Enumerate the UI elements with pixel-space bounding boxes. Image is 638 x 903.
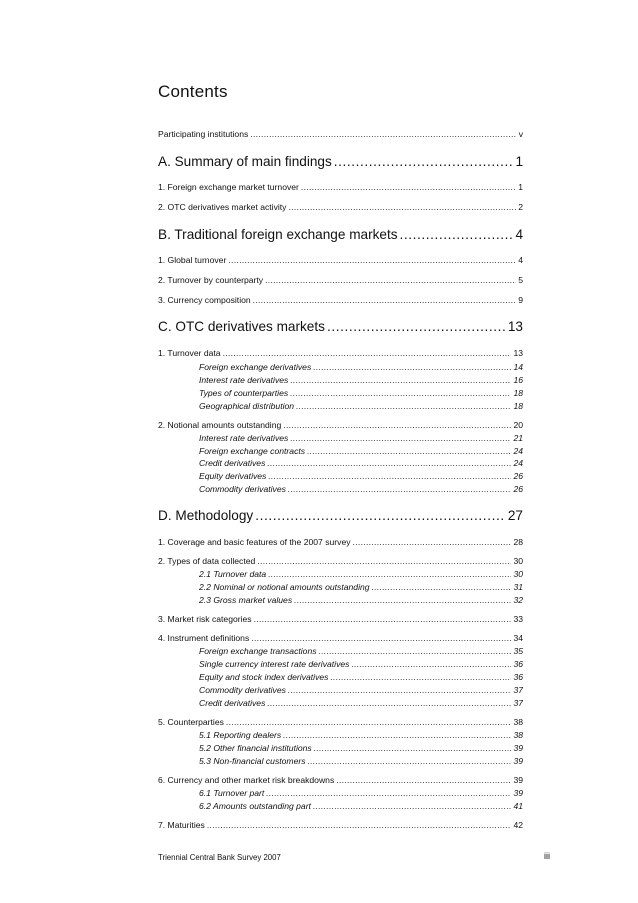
toc-subentry-label: Equity derivatives xyxy=(199,471,267,481)
footer-page-number: iii xyxy=(544,851,550,861)
toc-section-label: A. Summary of main findings xyxy=(158,154,332,169)
toc-subentry[interactable] xyxy=(199,730,523,741)
toc-subentry-label: Commodity derivatives xyxy=(199,484,286,494)
toc-section[interactable] xyxy=(158,226,523,243)
toc-subentry-label: 2.1 Turnover data xyxy=(199,569,267,579)
toc-subentry-page: 35 xyxy=(513,646,523,656)
toc-entry[interactable] xyxy=(158,202,523,213)
toc-subentry-page: 30 xyxy=(513,569,523,579)
toc-subentry-page: 37 xyxy=(513,698,523,708)
toc-entry-label: 5. Counterparties xyxy=(158,717,224,727)
toc-subentry-label: 2.3 Gross market values xyxy=(199,595,293,605)
toc-subentry[interactable] xyxy=(199,672,523,683)
toc-entry-page: 1 xyxy=(518,182,523,192)
toc-subentry[interactable] xyxy=(199,569,523,580)
toc-subentry-label: 5.2 Other financial institutions xyxy=(199,743,312,753)
toc-entry-label: Participating institutions xyxy=(158,129,249,139)
footer-title: Triennial Central Bank Survey 2007 xyxy=(158,853,281,862)
toc-entry[interactable] xyxy=(158,129,523,140)
toc-subentry-page: 37 xyxy=(513,685,523,695)
toc-entry[interactable] xyxy=(158,537,523,548)
toc-subentry-page: 16 xyxy=(513,375,523,385)
toc-entry[interactable] xyxy=(158,420,523,431)
toc-entry[interactable] xyxy=(158,295,523,306)
toc-entry[interactable] xyxy=(158,556,523,567)
toc-subentry[interactable] xyxy=(199,388,523,399)
toc-subentry-page: 24 xyxy=(513,446,523,456)
toc-entry-label: 3. Currency composition xyxy=(158,295,251,305)
toc-subentry-label: 5.1 Reporting dealers xyxy=(199,730,282,740)
toc-subentry-page: 41 xyxy=(513,801,523,811)
toc-subentry-page: 39 xyxy=(513,743,523,753)
toc-subentry-page: 36 xyxy=(513,659,523,669)
toc-entry[interactable] xyxy=(158,614,523,625)
toc-entry-label: 6. Currency and other market risk breakdowns xyxy=(158,775,335,785)
toc-entry[interactable] xyxy=(158,255,523,266)
toc-subentry-label: Credit derivatives xyxy=(199,698,266,708)
toc-entry-label: 7. Maturities xyxy=(158,820,205,830)
toc-subentry[interactable] xyxy=(199,788,523,799)
toc-subentry[interactable] xyxy=(199,698,523,709)
toc-subentry-page: 18 xyxy=(513,388,523,398)
toc-entry[interactable] xyxy=(158,348,523,359)
toc-entry-label: 2. Notional amounts outstanding xyxy=(158,420,282,430)
toc-subentry[interactable] xyxy=(199,646,523,657)
toc-subentry-page: 38 xyxy=(513,730,523,740)
toc-entry-page: 38 xyxy=(513,717,523,727)
toc-entry-label: 1. Turnover data xyxy=(158,348,221,358)
toc-section[interactable] xyxy=(158,318,523,335)
toc-entry-page: 20 xyxy=(513,420,523,430)
toc-subentry[interactable] xyxy=(199,743,523,754)
toc-entry[interactable] xyxy=(158,633,523,644)
toc-entry-page: 4 xyxy=(518,255,523,265)
toc-subentry-label: Foreign exchange transactions xyxy=(199,646,317,656)
toc-subentry[interactable] xyxy=(199,375,523,386)
toc-subentry-page: 24 xyxy=(513,458,523,468)
page-title: Contents xyxy=(158,82,228,101)
toc-section-page: 27 xyxy=(507,508,523,523)
toc-entry[interactable] xyxy=(158,820,523,831)
toc-section-page: 13 xyxy=(507,319,523,334)
toc-subentry-page: 39 xyxy=(513,788,523,798)
toc-subentry-label: 5.3 Non-financial customers xyxy=(199,756,306,766)
toc-subentry-page: 36 xyxy=(513,672,523,682)
toc-entry[interactable] xyxy=(158,775,523,786)
toc-subentry[interactable] xyxy=(199,401,523,412)
toc-entry-label: 4. Instrument definitions xyxy=(158,633,250,643)
toc-subentry[interactable] xyxy=(199,458,523,469)
toc-subentry-label: 2.2 Nominal or notional amounts outstanding xyxy=(199,582,370,592)
toc-subentry-label: 6.1 Turnover part xyxy=(199,788,265,798)
toc-subentry[interactable] xyxy=(199,595,523,606)
toc-subentry-page: 32 xyxy=(513,595,523,605)
toc-section[interactable] xyxy=(158,153,523,170)
toc-subentry-page: 18 xyxy=(513,401,523,411)
toc-subentry[interactable] xyxy=(199,433,523,444)
toc-subentry-page: 39 xyxy=(513,756,523,766)
toc-subentry-label: Single currency interest rate derivatives xyxy=(199,659,350,669)
toc-entry-page: 9 xyxy=(518,295,523,305)
toc-subentry-label: Credit derivatives xyxy=(199,458,266,468)
toc-entry-page: 13 xyxy=(513,348,523,358)
toc-entry-label: 1. Global turnover xyxy=(158,255,227,265)
toc-entry-page: 30 xyxy=(513,556,523,566)
toc-subentry-page: 26 xyxy=(513,471,523,481)
toc-subentry-label: Commodity derivatives xyxy=(199,685,286,695)
toc-section-label: B. Traditional foreign exchange markets xyxy=(158,227,398,242)
toc-entry-page: 28 xyxy=(513,537,523,547)
toc-subentry-label: Interest rate derivatives xyxy=(199,433,289,443)
toc-entry-page: 2 xyxy=(518,202,523,212)
toc-entry-page: 34 xyxy=(513,633,523,643)
toc-subentry[interactable] xyxy=(199,756,523,767)
toc-entry-label: 2. Types of data collected xyxy=(158,556,256,566)
toc-section-label: D. Methodology xyxy=(158,508,254,523)
toc-section-label: C. OTC derivatives markets xyxy=(158,319,325,334)
toc-subentry-page: 31 xyxy=(513,582,523,592)
toc-subentry-label: 6.2 Amounts outstanding part xyxy=(199,801,311,811)
toc-entry-label: 2. Turnover by counterparty xyxy=(158,275,264,285)
toc-subentry-label: Interest rate derivatives xyxy=(199,375,289,385)
toc-subentry-page: 21 xyxy=(513,433,523,443)
toc-subentry[interactable] xyxy=(199,446,523,457)
toc-entry-label: 2. OTC derivatives market activity xyxy=(158,202,287,212)
toc-subentry[interactable] xyxy=(199,362,523,373)
toc-subentry-page: 26 xyxy=(513,484,523,494)
toc-subentry-label: Equity and stock index derivatives xyxy=(199,672,329,682)
toc-subentry[interactable] xyxy=(199,659,523,670)
toc-subentry[interactable] xyxy=(199,685,523,696)
toc-subentry-label: Foreign exchange contracts xyxy=(199,446,306,456)
toc-entry-label: 3. Market risk categories xyxy=(158,614,252,624)
toc-entry-label: 1. Foreign exchange market turnover xyxy=(158,182,299,192)
toc-subentry-label: Foreign exchange derivatives xyxy=(199,362,312,372)
toc-subentry[interactable] xyxy=(199,801,523,812)
toc-subentry-page: 14 xyxy=(513,362,523,372)
toc-entry-page: 42 xyxy=(513,820,523,830)
toc-section-page: 4 xyxy=(515,227,523,242)
toc-entry[interactable] xyxy=(158,275,523,286)
toc-section[interactable] xyxy=(158,507,523,524)
toc-entry-page: 33 xyxy=(513,614,523,624)
toc-section-page: 1 xyxy=(515,154,523,169)
toc-entry-label: 1. Coverage and basic features of the 2007 survey xyxy=(158,537,351,547)
toc-subentry[interactable] xyxy=(199,582,523,593)
toc-entry-page: v xyxy=(518,129,523,139)
toc-subentry-label: Types of counterparties xyxy=(199,388,289,398)
toc-subentry[interactable] xyxy=(199,471,523,482)
toc-entry[interactable] xyxy=(158,182,523,193)
toc-subentry[interactable] xyxy=(199,484,523,495)
toc-entry-page: 39 xyxy=(513,775,523,785)
toc-subentry-label: Geographical distribution xyxy=(199,401,295,411)
toc-entry-page: 5 xyxy=(518,275,523,285)
toc-entry[interactable] xyxy=(158,717,523,728)
